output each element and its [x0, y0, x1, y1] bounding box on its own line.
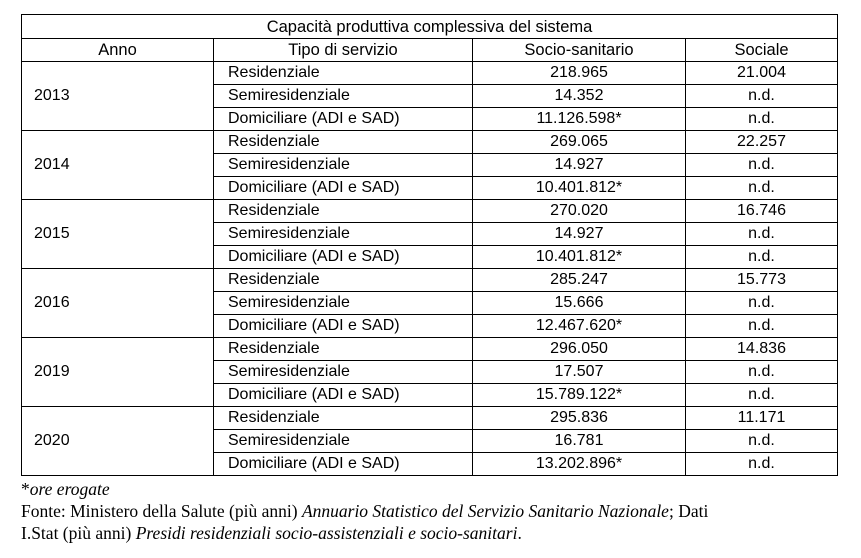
capacity-table: [21, 14, 838, 476]
service-type-cell: Domiciliare (ADI e SAD): [214, 108, 473, 131]
table-row: [22, 131, 838, 154]
sociale-cell: n.d.: [686, 246, 838, 269]
service-type-cell: Domiciliare (ADI e SAD): [214, 315, 473, 338]
sociale-cell: n.d.: [686, 292, 838, 315]
sociale-cell: 15.773: [686, 269, 838, 292]
year-cell: 2019: [22, 338, 214, 407]
year-cell: 2013: [22, 62, 214, 131]
socio-sanitario-cell: 16.781: [473, 430, 686, 453]
sociale-cell: n.d.: [686, 85, 838, 108]
socio-sanitario-cell: 295.836: [473, 407, 686, 430]
socio-sanitario-cell: 17.507: [473, 361, 686, 384]
service-type-cell: Residenziale: [214, 269, 473, 292]
sociale-cell: n.d.: [686, 108, 838, 131]
source-note-line-2: [21, 522, 522, 544]
service-type-cell: Semiresidenziale: [214, 223, 473, 246]
sociale-cell: 14.836: [686, 338, 838, 361]
sociale-cell: n.d.: [686, 430, 838, 453]
table-title: Capacità produttiva complessiva del sistema: [22, 15, 838, 39]
service-type-cell: Semiresidenziale: [214, 85, 473, 108]
socio-sanitario-cell: 15.666: [473, 292, 686, 315]
sociale-cell: 11.171: [686, 407, 838, 430]
year-cell: 2015: [22, 200, 214, 269]
service-type-cell: Semiresidenziale: [214, 154, 473, 177]
service-type-cell: Semiresidenziale: [214, 361, 473, 384]
service-type-cell: Semiresidenziale: [214, 430, 473, 453]
table-row: [22, 407, 838, 430]
asterisk-mark: *: [21, 479, 30, 499]
table-row: [22, 62, 838, 85]
source-mid: ; Dati: [668, 501, 709, 521]
socio-sanitario-cell: 14.352: [473, 85, 686, 108]
year-cell: 2020: [22, 407, 214, 476]
socio-sanitario-cell: 270.020: [473, 200, 686, 223]
socio-sanitario-cell: 14.927: [473, 223, 686, 246]
source-title-1: Annuario Statistico del Servizio Sanitario Nazionale: [301, 501, 669, 521]
table-body: [22, 62, 838, 476]
header-anno: Anno: [22, 39, 214, 62]
header-sociale: Sociale: [686, 39, 838, 62]
socio-sanitario-cell: 14.927: [473, 154, 686, 177]
socio-sanitario-cell: 269.065: [473, 131, 686, 154]
socio-sanitario-cell: 296.050: [473, 338, 686, 361]
table-row: [22, 200, 838, 223]
sociale-cell: 16.746: [686, 200, 838, 223]
header-tipo-servizio: Tipo di servizio: [214, 39, 473, 62]
service-type-cell: Domiciliare (ADI e SAD): [214, 177, 473, 200]
service-type-cell: Residenziale: [214, 338, 473, 361]
sociale-cell: n.d.: [686, 315, 838, 338]
source-line2-start: I.Stat (più anni): [21, 523, 136, 543]
socio-sanitario-cell: 218.965: [473, 62, 686, 85]
service-type-cell: Residenziale: [214, 131, 473, 154]
table-row: [22, 269, 838, 292]
header-socio-sanitario: Socio-sanitario: [473, 39, 686, 62]
source-note-line-1: [21, 500, 708, 522]
socio-sanitario-cell: 13.202.896*: [473, 453, 686, 476]
year-cell: 2016: [22, 269, 214, 338]
service-type-cell: Domiciliare (ADI e SAD): [214, 453, 473, 476]
sociale-cell: n.d.: [686, 453, 838, 476]
service-type-cell: Residenziale: [214, 200, 473, 223]
socio-sanitario-cell: 10.401.812*: [473, 177, 686, 200]
sociale-cell: n.d.: [686, 384, 838, 407]
service-type-cell: Semiresidenziale: [214, 292, 473, 315]
sociale-cell: n.d.: [686, 361, 838, 384]
footnote-asterisk: [21, 478, 110, 500]
year-cell: 2014: [22, 131, 214, 200]
table-row: [22, 338, 838, 361]
socio-sanitario-cell: 15.789.122*: [473, 384, 686, 407]
service-type-cell: Residenziale: [214, 62, 473, 85]
socio-sanitario-cell: 285.247: [473, 269, 686, 292]
source-label: Fonte: Ministero della Salute (più anni): [21, 501, 302, 521]
sociale-cell: 22.257: [686, 131, 838, 154]
service-type-cell: Domiciliare (ADI e SAD): [214, 246, 473, 269]
socio-sanitario-cell: 12.467.620*: [473, 315, 686, 338]
service-type-cell: Residenziale: [214, 407, 473, 430]
asterisk-text: ore erogate: [29, 479, 110, 499]
source-end: .: [517, 523, 522, 543]
socio-sanitario-cell: 11.126.598*: [473, 108, 686, 131]
sociale-cell: n.d.: [686, 154, 838, 177]
sociale-cell: 21.004: [686, 62, 838, 85]
service-type-cell: Domiciliare (ADI e SAD): [214, 384, 473, 407]
socio-sanitario-cell: 10.401.812*: [473, 246, 686, 269]
sociale-cell: n.d.: [686, 223, 838, 246]
source-title-2: Presidi residenziali socio-assistenziali e socio-sanitari: [135, 523, 518, 543]
sociale-cell: n.d.: [686, 177, 838, 200]
